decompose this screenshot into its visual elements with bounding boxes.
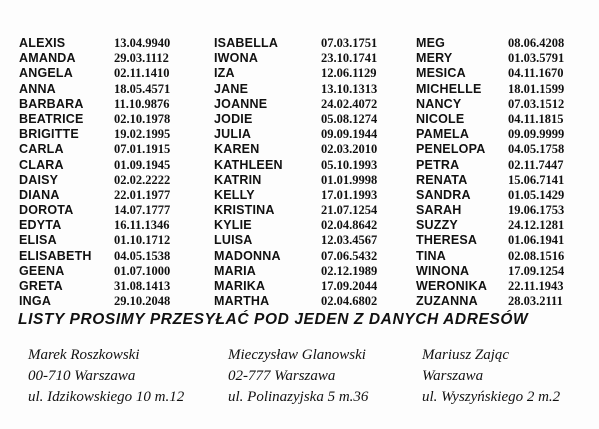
entry-date: 12.06.1129 [321,66,377,81]
entry-name: ISABELLA [214,36,279,50]
list-item [214,279,414,294]
address-block-1 [28,345,184,408]
entry-date: 23.10.1741 [321,51,378,66]
entry-date: 22.01.1977 [114,187,171,202]
list-item [214,97,414,112]
list-item [214,127,414,142]
entry-name: JOANNE [214,96,268,111]
entry-name: LUISA [214,233,253,248]
entry-name: PENELOPA [416,142,486,157]
entry-name: SANDRA [416,187,471,202]
entry-date: 01.05.1429 [508,187,565,202]
entry-date: 02.03.2010 [321,142,378,157]
address-street: ul. Idzikowskiego 10 m.12 [28,389,185,405]
entry-name: BEATRICE [19,111,84,126]
list-item [214,294,414,309]
entry-name: DIANA [19,187,60,202]
names-column-1 [19,36,209,309]
list-item [416,294,596,309]
list-item [416,249,596,264]
entry-name: MADONNA [214,248,281,263]
entry-date: 07.01.1915 [114,142,171,157]
list-item [19,158,209,173]
entry-date: 02.11.7447 [508,157,564,172]
entry-date: 01.01.9998 [321,172,378,187]
entry-name: NICOLE [416,111,465,126]
entry-date: 21.07.1254 [321,203,378,218]
entry-name: CLARA [19,157,64,172]
entry-name: MARTHA [214,294,270,309]
entry-date: 28.03.2111 [508,294,563,309]
entry-name: ELISABETH [19,248,92,263]
entry-date: 02.04.6802 [321,294,378,309]
entry-name: DAISY [19,172,59,187]
entry-date: 07.03.1751 [321,36,378,50]
entry-name: KATHLEEN [214,157,283,172]
list-item [416,36,596,51]
entry-name: PETRA [416,157,460,172]
entry-date: 05.10.1993 [321,157,378,172]
entry-name: KYLIE [214,218,252,233]
list-item [214,188,414,203]
entry-date: 17.09.2044 [321,279,378,293]
entry-date: 09.09.9999 [508,127,565,142]
list-item [416,264,596,279]
list-item [19,249,209,264]
entry-name: ANNA [19,81,56,96]
entry-name: BARBARA [19,96,84,111]
list-item [416,279,596,294]
entry-date: 16.11.1346 [114,218,170,233]
entry-name: ELISA [19,233,57,248]
list-item [214,158,414,173]
entry-date: 07.06.5432 [321,248,378,263]
instructions-heading: LISTY PROSIMY PRZESYŁAĆ POD JEDEN Z DANYCH ADRESÓW [18,311,529,328]
list-item [19,51,209,66]
list-item [19,294,209,309]
names-column-3 [416,36,596,309]
list-item [214,36,414,51]
entry-name: GRETA [19,279,63,293]
entry-date: 04.11.1815 [508,111,564,126]
entry-date: 18.05.4571 [114,81,171,96]
entry-name: NANCY [416,96,462,111]
entry-date: 19.06.1753 [508,203,565,218]
list-item [416,112,596,127]
list-item [416,97,596,112]
entry-name: MARIKA [214,279,266,293]
entry-date: 18.01.1599 [508,81,565,96]
entry-name: IZA [214,66,235,81]
entry-date: 14.07.1777 [114,203,171,218]
address-city: 02-777 Warszawa [228,368,336,384]
list-item [214,203,414,218]
list-item [214,82,414,97]
entry-name: SUZZY [416,218,458,233]
entry-date: 17.01.1993 [321,187,378,202]
list-item [416,233,596,248]
entry-date: 29.10.2048 [114,294,171,309]
list-item [416,218,596,233]
entry-name: ANGELA [19,66,73,81]
list-item [214,233,414,248]
entry-date: 04.05.1758 [508,142,565,157]
entry-name: JODIE [214,111,253,126]
list-item [214,173,414,188]
list-item [214,51,414,66]
entry-date: 09.09.1944 [321,127,378,142]
entry-date: 02.04.8642 [321,218,378,233]
address-street: ul. Wyszyńskiego 2 m.2 [422,389,561,405]
list-item [19,82,209,97]
list-item [214,66,414,81]
entry-date: 04.05.1538 [114,248,171,263]
list-item [416,82,596,97]
entry-date: 05.08.1274 [321,111,378,126]
entry-name: EDYTA [19,218,62,233]
entry-name: KATRIN [214,172,262,187]
entry-date: 01.03.5791 [508,51,565,66]
entry-name: ALEXIS [19,36,66,50]
list-item [19,188,209,203]
entry-name: BRIGITTE [19,127,79,142]
entry-name: KRISTINA [214,203,275,218]
entry-name: AMANDA [19,51,76,66]
list-item [214,264,414,279]
names-column-2 [214,36,414,309]
entry-date: 29.03.1112 [114,51,169,66]
list-item [19,112,209,127]
list-item [19,203,209,218]
entry-date: 13.10.1313 [321,81,378,96]
address-city: Warszawa [422,368,484,384]
entry-name: WERONIKA [416,279,488,293]
entry-name: MERY [416,51,453,66]
address-city: 00-710 Warszawa [28,368,136,384]
list-item [416,127,596,142]
entry-name: IWONA [214,51,259,66]
list-item [214,112,414,127]
address-name: Marek Roszkowski [28,347,140,363]
list-item [19,264,209,279]
list-item [19,97,209,112]
list-item [19,279,209,294]
entry-name: KAREN [214,142,260,157]
entry-name: SARAH [416,203,462,218]
list-item [19,127,209,142]
entry-date: 02.10.1978 [114,111,171,126]
entry-name: KELLY [214,187,255,202]
entry-name: MICHELLE [416,81,482,96]
entry-date: 02.11.1410 [114,66,170,81]
list-item [19,142,209,157]
entry-name: WINONA [416,263,470,278]
list-item [416,188,596,203]
entry-date: 13.04.9940 [114,36,171,50]
entry-name: CARLA [19,142,64,157]
entry-date: 08.06.4208 [508,36,565,50]
list-item [214,142,414,157]
list-item [19,66,209,81]
list-item [214,249,414,264]
entry-name: GEENA [19,263,65,278]
list-item [416,173,596,188]
entry-date: 17.09.1254 [508,263,565,278]
list-item [214,218,414,233]
entry-date: 01.07.1000 [114,263,171,278]
entry-date: 02.12.1989 [321,263,378,278]
entry-name: RENATA [416,172,468,187]
list-item [416,203,596,218]
entry-date: 01.06.1941 [508,233,565,248]
entry-name: ZUZANNA [416,294,478,309]
entry-date: 22.11.1943 [508,279,564,293]
entry-name: DOROTA [19,203,74,218]
list-item [416,142,596,157]
address-block-2 [228,345,368,408]
address-block-3 [422,345,560,408]
entry-date: 19.02.1995 [114,127,171,142]
entry-name: INGA [19,294,52,309]
entry-name: JULIA [214,127,252,142]
list-item [416,66,596,81]
entry-name: PAMELA [416,127,470,142]
entry-name: MEG [416,36,446,50]
entry-name: JANE [214,81,249,96]
entry-date: 04.11.1670 [508,66,564,81]
entry-date: 15.06.7141 [508,172,565,187]
list-item [19,173,209,188]
entry-date: 12.03.4567 [321,233,378,248]
entry-name: MESICA [416,66,466,81]
entry-date: 01.09.1945 [114,157,171,172]
list-item [19,233,209,248]
list-item [19,218,209,233]
list-item [416,51,596,66]
entry-name: MARIA [214,263,256,278]
entry-name: TINA [416,248,446,263]
entry-name: THERESA [416,233,478,248]
entry-date: 24.12.1281 [508,218,565,233]
entry-date: 24.02.4072 [321,96,378,111]
entry-date: 07.03.1512 [508,96,565,111]
address-name: Mariusz Zając [422,347,510,363]
address-street: ul. Polinazyjska 5 m.36 [228,389,369,405]
entry-date: 11.10.9876 [114,96,170,111]
list-item [19,36,209,51]
entry-date: 31.08.1413 [114,279,171,293]
entry-date: 01.10.1712 [114,233,171,248]
list-item [416,158,596,173]
entry-date: 02.02.2222 [114,172,171,187]
address-name: Mieczysław Glanowski [228,347,366,363]
entry-date: 02.08.1516 [508,248,565,263]
